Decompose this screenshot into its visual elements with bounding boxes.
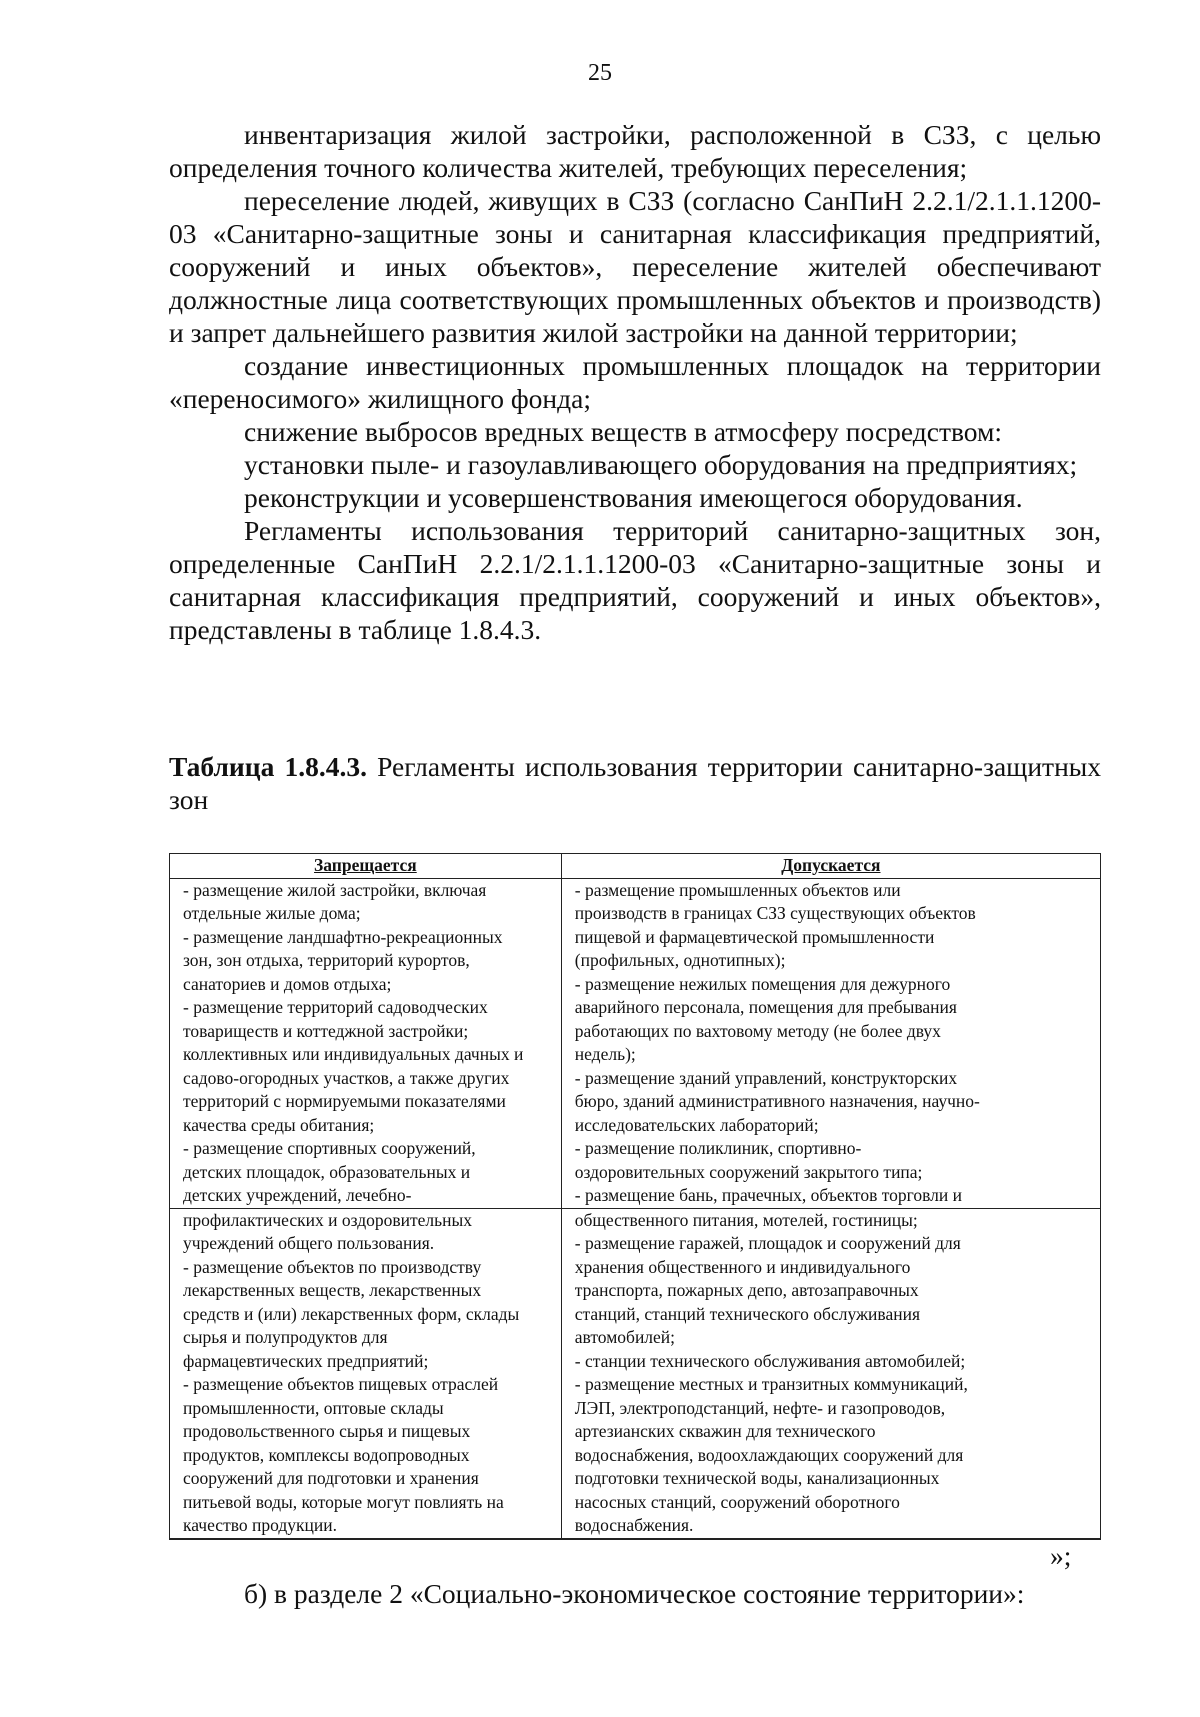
cell-line: - размещение нежилых помещения для дежурного	[574, 973, 951, 994]
cell-line: промышленности, оптовые склады	[183, 1397, 444, 1418]
cell-line: пищевой и фармацевтической промышленности	[574, 926, 935, 947]
paragraph: установки пыле- и газоулавливающего оборудования на предприятиях;	[244, 449, 1078, 480]
paragraph: Регламенты использования территорий санитарно-защитных зон, определенные СанПиН 2.2.1/2.1.1.1200-03 «Санитарно-защитные зоны и санитарная классификация предприятий, сооружений и иных объектов», представлены в таблице 1.8.4.3.	[169, 515, 1101, 645]
page-number: 25	[588, 60, 612, 86]
cell-line: производств в границах СЗЗ существующих объектов	[574, 903, 976, 923]
cell-line: исследовательских лабораторий;	[574, 1114, 819, 1135]
cell-line: хранения общественного и индивидуального	[574, 1256, 911, 1277]
cell-line: станций, станций технического обслуживания	[574, 1303, 920, 1324]
closing-quote: »;	[1050, 1540, 1072, 1571]
paragraph: переселение людей, живущих в СЗЗ (согласно СанПиН 2.2.1/2.1.1.1200-03 «Санитарно-защитные зоны и санитарная классификация предприятий, сооружений и иных объектов», переселение жителей обеспечивают должностные лица соответствующих промышленных объектов и производств) и запрет дальнейшего развития жилой застройки на данной территории;	[169, 185, 1101, 348]
cell-line: продуктов, комплексы водопроводных	[183, 1444, 470, 1465]
cell-line: - размещение бань, прачечных, объектов торговли и	[574, 1185, 963, 1205]
cell-line: автомобилей;	[574, 1327, 676, 1347]
cell-line: артезианских скважин для технического	[574, 1421, 876, 1441]
cell-line: - станции технического обслуживания автомобилей;	[574, 1350, 966, 1371]
table-row	[170, 878, 1101, 1208]
cell-line: транспорта, пожарных депо, автозаправочных	[574, 1280, 919, 1300]
cell-line: качество продукции.	[183, 1515, 337, 1535]
cell-line: общественного питания, мотелей, гостиницы;	[574, 1209, 918, 1230]
cell-line: территорий с нормируемыми показателями	[183, 1091, 506, 1111]
cell-line: профилактических и оздоровительных	[183, 1209, 472, 1230]
cell-line: недель);	[574, 1044, 636, 1064]
cell-line: аварийного персонала, помещения для пребывания	[574, 997, 957, 1017]
cell-line: санаториев и домов отдыха;	[183, 973, 392, 994]
table-caption	[169, 750, 1101, 816]
cell-line: - размещение объектов пищевых отраслей	[183, 1374, 499, 1394]
header-allowed: Допускается	[561, 854, 1100, 879]
table-caption-text: Регламенты использования территории санитарно-защитных зон	[169, 751, 1102, 815]
cell-line: - размещение зданий управлений, конструкторских	[574, 1067, 958, 1088]
cell-prohibited	[170, 878, 562, 1208]
cell-line: отдельные жилые дома;	[183, 903, 361, 923]
cell-line: насосных станций, сооружений оборотного	[574, 1491, 900, 1512]
cell-line: - размещение жилой застройки, включая	[183, 879, 487, 900]
table-caption-label: Таблица 1.8.4.3.	[169, 751, 367, 782]
cell-line: подготовки технической воды, канализационных	[574, 1468, 940, 1488]
cell-line: работающих по вахтовому методу (не более двух	[574, 1020, 941, 1041]
cell-line: водоснабжения, водоохлаждающих сооружений для	[574, 1444, 964, 1465]
header-prohibited: Запрещается	[170, 854, 562, 879]
body-text	[169, 118, 1101, 646]
cell-allowed	[561, 878, 1100, 1208]
cell-line: коллективных или индивидуальных дачных и	[183, 1044, 524, 1064]
cell-line: водоснабжения.	[574, 1515, 694, 1535]
cell-line: сооружений для подготовки и хранения	[183, 1468, 479, 1488]
paragraph: реконструкции и усовершенствования имеющегося оборудования.	[244, 482, 1023, 513]
cell-line: зон, зон отдыха, территорий курортов,	[183, 950, 470, 970]
cell-line: оздоровительных сооружений закрытого типа;	[574, 1161, 923, 1182]
cell-line: - размещение поликлиник, спортивно-	[574, 1138, 862, 1158]
table-row	[170, 1208, 1101, 1539]
cell-line: (профильных, однотипных);	[574, 950, 786, 970]
subsection-heading: б) в разделе 2 «Социально-экономическое состояние территории»:	[244, 1578, 1025, 1609]
cell-line: детских площадок, образовательных и	[183, 1161, 471, 1182]
cell-line: - размещение промышленных объектов или	[574, 879, 901, 900]
paragraph: снижение выбросов вредных веществ в атмосферу посредством:	[244, 416, 1003, 447]
cell-line: фармацевтических предприятий;	[183, 1350, 429, 1371]
cell-line: - размещение гаражей, площадок и сооружений для	[574, 1233, 961, 1253]
cell-line: продовольственного сырья и пищевых	[183, 1421, 471, 1441]
cell-line: - размещение ландшафтно-рекреационных	[183, 926, 503, 947]
cell-line: сырья и полупродуктов для	[183, 1327, 388, 1347]
cell-line: садово-огородных участков, а также других	[183, 1067, 510, 1088]
cell-line: ЛЭП, электроподстанций, нефте- и газопроводов,	[574, 1397, 946, 1418]
cell-line: - размещение территорий садоводческих	[183, 997, 488, 1017]
cell-line: товариществ и коттеджной застройки;	[183, 1020, 469, 1041]
cell-line: детских учреждений, лечебно-	[183, 1185, 412, 1205]
cell-prohibited	[170, 1208, 562, 1539]
cell-line: - размещение местных и транзитных коммуникаций,	[574, 1374, 968, 1394]
cell-line: питьевой воды, которые могут повлиять на	[183, 1491, 504, 1512]
paragraph: создание инвестиционных промышленных площадок на территории «переносимого» жилищного фонда;	[169, 350, 1101, 414]
regulations-table	[169, 853, 1101, 1540]
cell-line: лекарственных веществ, лекарственных	[183, 1280, 482, 1300]
cell-line: - размещение спортивных сооружений,	[183, 1138, 476, 1158]
cell-allowed	[561, 1208, 1100, 1539]
cell-line: качества среды обитания;	[183, 1114, 375, 1135]
cell-line: средств и (или) лекарственных форм, склады	[183, 1303, 520, 1324]
cell-line: учреждений общего пользования.	[183, 1233, 435, 1253]
cell-line: бюро, зданий административного назначения, научно-	[574, 1091, 980, 1111]
table-header-row	[170, 854, 1101, 879]
paragraph: инвентаризация жилой застройки, расположенной в СЗЗ, с целью определения точного количества жителей, требующих переселения;	[169, 119, 1101, 183]
cell-line: - размещение объектов по производству	[183, 1256, 482, 1277]
